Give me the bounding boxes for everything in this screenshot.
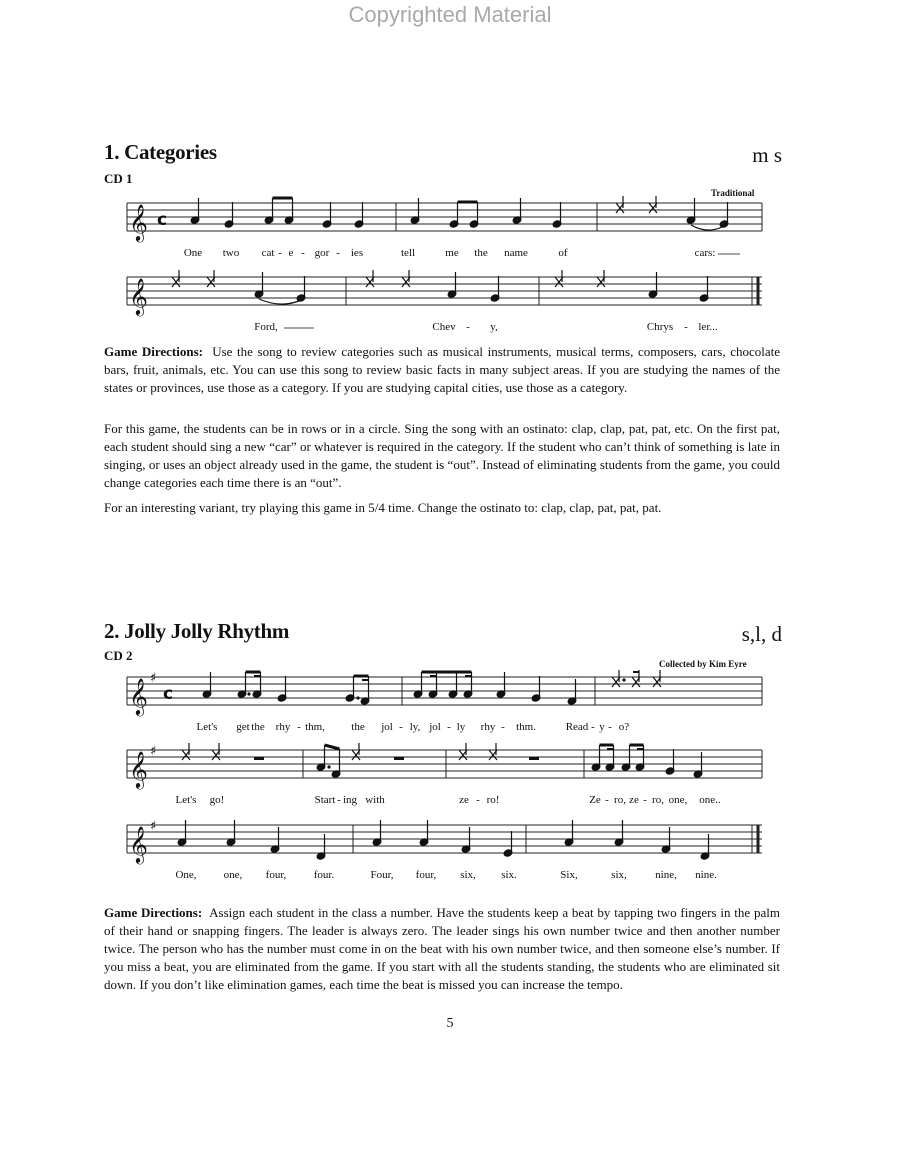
lyric-syllable: Ze bbox=[589, 794, 601, 806]
lyric-syllable: of bbox=[558, 247, 568, 259]
music-staff-2 bbox=[100, 270, 780, 342]
lyric-syllable: y bbox=[599, 721, 605, 733]
lyric-syllable: rhy bbox=[480, 721, 496, 733]
lyric-syllable: - bbox=[278, 247, 282, 259]
directions-label: Game Directions: bbox=[104, 905, 203, 920]
lyric-syllable: four, bbox=[265, 869, 287, 881]
treble-clef-icon: 𝄞 bbox=[129, 750, 148, 788]
lyric-syllable: with bbox=[365, 794, 385, 806]
lyric-syllable: four, bbox=[415, 869, 437, 881]
directions-text: Assign each student in the class a number. Have the students keep a beat by tapping two fingers in the palm of their hand or snapping fingers. The leader is always zero. The leader sings his own number twice and then another number twice. The person who has the number must come in on the beat with his own number twice, and then someone else’s number. If you miss a beat, you are eliminated from the game. If you start with all the students standing, the students who are eliminated sit down. If you don’t like elimination games, each time the beat is missed you can increase the tempo. bbox=[104, 905, 780, 992]
lyric-syllable: y, bbox=[490, 321, 498, 333]
music-staff-1 bbox=[100, 196, 780, 268]
song-title: 2. Jolly Jolly Rhythm bbox=[104, 619, 290, 643]
lyric-syllable: - bbox=[336, 247, 340, 259]
lyric-syllable: the bbox=[351, 721, 365, 733]
sharp-icon: ♯ bbox=[150, 744, 157, 759]
lyric-syllable: One, bbox=[175, 869, 197, 881]
treble-clef-icon: 𝄞 bbox=[129, 825, 148, 863]
lyric-syllable: name bbox=[504, 247, 528, 259]
lyric-syllable: o? bbox=[618, 721, 630, 733]
lyric-syllable: nine, bbox=[655, 869, 677, 881]
solfege-label: s,l, d bbox=[741, 622, 782, 646]
lyric-syllable: Chrys bbox=[646, 321, 674, 333]
lyric-syllable: Chev bbox=[432, 321, 456, 333]
lyric-syllable: - bbox=[466, 321, 470, 333]
lyric-syllable: One bbox=[183, 247, 203, 259]
lyric-syllable: ler... bbox=[698, 321, 718, 333]
lyric-syllable: the bbox=[474, 247, 488, 259]
lyric-syllable: - bbox=[399, 721, 403, 733]
lyric-syllable: - bbox=[684, 321, 688, 333]
treble-clef-icon: 𝄞 bbox=[129, 677, 148, 715]
lyric-syllable: - bbox=[501, 721, 505, 733]
song-credit: Collected by Kim Eyre bbox=[659, 659, 747, 669]
song-credit: Traditional bbox=[711, 188, 755, 198]
lyric-syllable: jol bbox=[429, 721, 441, 733]
lyric-syllable: ro, bbox=[614, 794, 626, 806]
lyric-syllable: six, bbox=[460, 869, 476, 881]
paragraph: For an interesting variant, try playing this game in 5/4 time. Change the ostinato to: clap, clap, pat, pat, pat. bbox=[104, 500, 662, 515]
lyric-syllable: the bbox=[251, 721, 265, 733]
game-directions bbox=[104, 904, 780, 994]
lyric-syllable: ly bbox=[456, 721, 466, 733]
treble-clef-icon: 𝄞 bbox=[129, 203, 148, 241]
lyric-syllable: jol bbox=[381, 721, 393, 733]
lyric-syllable: one.. bbox=[699, 794, 721, 806]
lyric-syllable: rhy bbox=[275, 721, 291, 733]
lyric-syllable: Let's bbox=[196, 721, 218, 733]
lyric-syllable: get bbox=[236, 721, 250, 733]
lyric-syllable: ly, bbox=[409, 721, 421, 733]
lyric-syllable: Six, bbox=[560, 869, 578, 881]
lyric-syllable: Start bbox=[314, 794, 336, 806]
lyric-syllable: - bbox=[608, 721, 612, 733]
lyric-syllable: e bbox=[288, 247, 294, 259]
music-staff-4 bbox=[100, 743, 780, 815]
lyric-syllable: Read bbox=[565, 721, 589, 733]
lyric-syllable: ro! bbox=[486, 794, 500, 806]
lyric-syllable: six, bbox=[611, 869, 627, 881]
lyric-syllable: thm, bbox=[305, 721, 325, 733]
game-directions bbox=[104, 343, 780, 397]
lyric-syllable: cat bbox=[261, 247, 275, 259]
lyric-syllable: ies bbox=[350, 247, 364, 259]
lyric-syllable: - bbox=[605, 794, 609, 806]
lyric-syllable: go! bbox=[209, 794, 225, 806]
sharp-icon: ♯ bbox=[150, 671, 157, 686]
lyric-syllable: - bbox=[297, 721, 301, 733]
solfege-label: m s bbox=[752, 143, 782, 167]
lyric-syllable: thm. bbox=[516, 721, 536, 733]
lyric-syllable: nine. bbox=[695, 869, 717, 881]
directions-text: Use the song to review categories such as musical instruments, musical terms, composers, cars, chocolate bars, fruit, animals, etc. You can use this song to review basic facts in many subject areas. If you are studying the names of the states or provinces, use those as a category. If you are studying capital cities, use those as a category. bbox=[104, 344, 780, 395]
lyric-syllable: ze bbox=[629, 794, 639, 806]
lyric-syllable: one, bbox=[668, 794, 688, 806]
lyric-syllable: Four, bbox=[370, 869, 394, 881]
sharp-icon: ♯ bbox=[150, 819, 157, 834]
lyric-syllable: Ford, bbox=[254, 321, 278, 333]
lyric-syllable: - bbox=[643, 794, 647, 806]
lyric-syllable: six. bbox=[501, 869, 517, 881]
lyric-syllable: tell bbox=[400, 247, 416, 259]
song-title: 1. Categories bbox=[104, 140, 217, 164]
lyric-syllable: ze bbox=[459, 794, 469, 806]
lyric-syllable: - bbox=[447, 721, 451, 733]
common-time-icon: c bbox=[163, 684, 174, 704]
paragraph: For this game, the students can be in rows or in a circle. Sing the song with an ostinato: clap, clap, pat, pat, etc. On the first pat, each student should sing a new “car” or whatever is required in the category. If the student who can’t think of something is late in singing, or uses an object already used in the game, the student is “out”. Instead of eliminating students from the game, you could change categories each time there is an “out”. bbox=[104, 421, 780, 490]
lyric-syllable: - bbox=[591, 721, 595, 733]
music-staff-3 bbox=[100, 670, 780, 742]
treble-clef-icon: 𝄞 bbox=[129, 277, 148, 315]
lyric-syllable: ro, bbox=[652, 794, 664, 806]
lyric-syllable: - bbox=[301, 247, 305, 259]
lyric-syllable: gor bbox=[314, 247, 330, 259]
lyric-syllable: Let's bbox=[175, 794, 197, 806]
lyric-syllable: four. bbox=[313, 869, 335, 881]
cd-track: CD 1 bbox=[104, 171, 133, 186]
lyric-syllable: cars: bbox=[694, 247, 716, 259]
lyric-syllable: one, bbox=[223, 869, 243, 881]
common-time-icon: c bbox=[157, 210, 168, 230]
music-staff-5 bbox=[100, 818, 780, 890]
lyric-syllable: - bbox=[476, 794, 480, 806]
copyright-watermark: Copyrighted Material bbox=[348, 2, 552, 27]
cd-track: CD 2 bbox=[104, 648, 133, 663]
page-number: 5 bbox=[446, 1016, 454, 1031]
lyric-syllable: me bbox=[445, 247, 459, 259]
directions-label: Game Directions: bbox=[104, 344, 203, 359]
lyric-syllable: ing bbox=[342, 794, 358, 806]
lyric-syllable: - bbox=[337, 794, 341, 806]
lyric-syllable: two bbox=[222, 247, 240, 259]
